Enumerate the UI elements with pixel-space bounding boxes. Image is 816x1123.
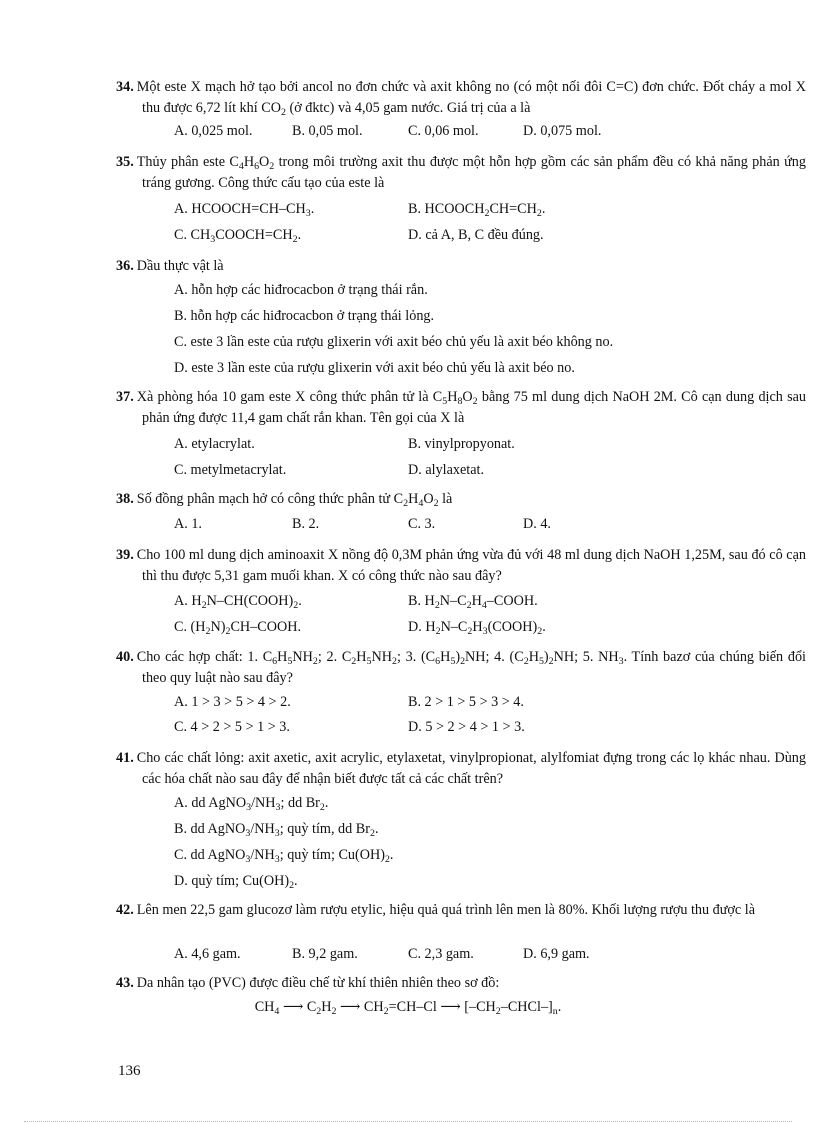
question-stem bbox=[116, 647, 806, 689]
bottom-divider bbox=[24, 1121, 792, 1122]
stem-text: Dầu thực vật là bbox=[136, 258, 224, 274]
stem-text: Số đồng phân mạch hở có công thức phân tử $C_2H_4O_2$ là bbox=[136, 491, 453, 509]
question-37 bbox=[116, 387, 806, 429]
option-d: D. cả A, B, C đều đúng. bbox=[408, 227, 544, 243]
stem-text: Lên men 22,5 gam glucozơ làm rượu etylic, hiệu quả quá trình lên men là 80%. Khối lượng rượu thu được là bbox=[136, 902, 756, 918]
options-row bbox=[0, 121, 816, 146]
option-a: A. $H_2N-CH(COOH)_2$. bbox=[174, 593, 302, 611]
option-a: A. hỗn hợp các hiđrocacbon ở trạng thái rắn. bbox=[174, 282, 428, 298]
option-c: C. 0,06 mol. bbox=[408, 123, 479, 139]
stem-text: Thủy phân este $C_4H_6O_2$ trong môi trường axit thu được một hỗn hợp gồm các sản phẩm đều có khả năng phản ứng tráng gương. Công thức cấu tạo của este là bbox=[136, 154, 806, 191]
stem-text: Cho các hợp chất: 1. $C_6H_5NH_2$; 2. $C_2H_5NH_2$; 3. $(C_6H_5)_2NH$; 4. $(C_2H_5)_2NH$; 5. $NH_3$. Tính bazơ của chúng biến đổi theo quy luật nào sau đây? bbox=[136, 649, 806, 686]
option-b: B. vinylpropyonat. bbox=[408, 436, 515, 452]
option-c: C. metylmetacrylat. bbox=[174, 462, 287, 478]
option-c: C. $CH_3COOCH=CH_2$. bbox=[174, 227, 302, 245]
option-d: D. 4. bbox=[523, 516, 551, 532]
question-42 bbox=[116, 900, 806, 921]
option-b: B. hỗn hợp các hiđrocacbon ở trạng thái lỏng. bbox=[174, 308, 435, 324]
question-35 bbox=[116, 152, 806, 194]
question-39 bbox=[116, 545, 806, 587]
option-a: A. 4,6 gam. bbox=[174, 946, 241, 962]
stem-text: Cho 100 ml dung dịch aminoaxit X nồng độ 0,3M phản ứng vừa đủ với 48 ml dung dịch NaOH 1,25M, sau đó cô cạn thì thu được 5,31 gam muối khan. X có công thức nào sau đây? bbox=[136, 547, 806, 584]
question-stem bbox=[116, 973, 780, 994]
option-c: C. $(H_2N)_2CH$–COOH. bbox=[174, 619, 302, 637]
option-b: B. 0,05 mol. bbox=[292, 123, 363, 139]
question-number: 43. bbox=[116, 975, 134, 991]
question-stem bbox=[116, 256, 780, 277]
option-a: A. 1 > 3 > 5 > 4 > 2. bbox=[174, 694, 291, 710]
option-c: C. este 3 lần este của rượu glixerin với axit béo chủ yếu là axit béo không no. bbox=[174, 334, 614, 350]
option-d: D. este 3 lần este của rượu glixerin với axit béo chủ yếu là axit béo no. bbox=[174, 360, 575, 376]
question-stem bbox=[116, 152, 806, 194]
question-number: 35. bbox=[116, 154, 134, 170]
question-stem bbox=[116, 748, 806, 790]
option-b: B. dd $AgNO_3/NH_3$; quỳ tím, dd $Br_2$. bbox=[174, 821, 379, 839]
reaction-scheme: $CH_4$ ⟶ $C_2H_2$ ⟶ $CH_2=CH-Cl$ ⟶ $[-CH_2-CHCl-]_n$. bbox=[254, 999, 562, 1017]
option-c: C. 4 > 2 > 5 > 1 > 3. bbox=[174, 719, 290, 735]
question-stem bbox=[116, 545, 806, 587]
question-43 bbox=[116, 973, 780, 994]
stem-text: Cho các chất lỏng: axit axetic, axit acrylic, etylaxetat, vinylpropionat, alylfomiat đựng trong các lọ khác nhau. Dùng các hóa chất nào sau đây để nhận biết được tất cả các chất trên? bbox=[136, 750, 806, 787]
question-40 bbox=[116, 647, 806, 689]
option-d: D. 6,9 gam. bbox=[523, 946, 590, 962]
question-number: 41. bbox=[116, 750, 134, 766]
question-41 bbox=[116, 748, 806, 790]
stem-text: Xà phòng hóa 10 gam este X công thức phân tử là $C_5H_8O_2$ bằng 75 ml dung dịch NaOH 2M. Cô cạn dung dịch sau phản ứng được 11,4 gam chất rắn khan. Tên gọi của X là bbox=[136, 389, 806, 426]
option-b: B. 2 > 1 > 5 > 3 > 4. bbox=[408, 694, 524, 710]
option-c: C. dd $AgNO_3/NH_3$; quỳ tím; $Cu(OH)_2$. bbox=[174, 847, 394, 865]
question-number: 36. bbox=[116, 258, 134, 274]
question-number: 34. bbox=[116, 79, 134, 95]
option-b: B. $H_2N-C_2H_4$–COOH. bbox=[408, 593, 538, 611]
option-d: D. quỳ tím; $Cu(OH)_2$. bbox=[174, 873, 298, 891]
question-stem bbox=[116, 489, 780, 510]
question-34 bbox=[116, 77, 806, 119]
option-a: A. 1. bbox=[174, 516, 202, 532]
option-a: A. etylacrylat. bbox=[174, 436, 255, 452]
option-a: A. $HCOOCH=CH-CH_3$. bbox=[174, 201, 315, 219]
stem-text: Một este X mạch hở tạo bởi ancol no đơn chức và axit không no (có một nối đôi C=C) đơn chức. Đốt cháy a mol X thu được 6,72 lít khí $CO_2$ (ở đktc) và 4,05 gam nước. Giá trị của a là bbox=[136, 79, 806, 118]
question-stem bbox=[116, 77, 806, 119]
option-d: D. alylaxetat. bbox=[408, 462, 485, 478]
stem-text: Da nhân tạo (PVC) được điều chế từ khí thiên nhiên theo sơ đồ: bbox=[136, 975, 500, 991]
question-number: 39. bbox=[116, 547, 134, 563]
option-b: B. 2. bbox=[292, 516, 320, 532]
question-number: 42. bbox=[116, 902, 134, 918]
option-c: C. 2,3 gam. bbox=[408, 946, 474, 962]
option-a: A. dd $AgNO_3/NH_3$; dd $Br_2$. bbox=[174, 795, 329, 813]
question-number: 38. bbox=[116, 491, 134, 507]
question-36 bbox=[116, 256, 780, 277]
option-b: B. $HCOOCH_2CH=CH_2$. bbox=[408, 201, 546, 219]
option-a: A. 0,025 mol. bbox=[174, 123, 253, 139]
option-b: B. 9,2 gam. bbox=[292, 946, 358, 962]
question-stem bbox=[116, 900, 806, 921]
option-d: D. $H_2N-C_2H_3(COOH)_2$. bbox=[408, 619, 546, 637]
option-d: D. 0,075 mol. bbox=[523, 123, 602, 139]
question-38 bbox=[116, 489, 780, 510]
question-stem bbox=[116, 387, 806, 429]
question-number: 37. bbox=[116, 389, 134, 405]
option-c: C. 3. bbox=[408, 516, 436, 532]
page-number: 136 bbox=[118, 1063, 141, 1079]
option-d: D. 5 > 2 > 4 > 1 > 3. bbox=[408, 719, 525, 735]
question-number: 40. bbox=[116, 649, 134, 665]
